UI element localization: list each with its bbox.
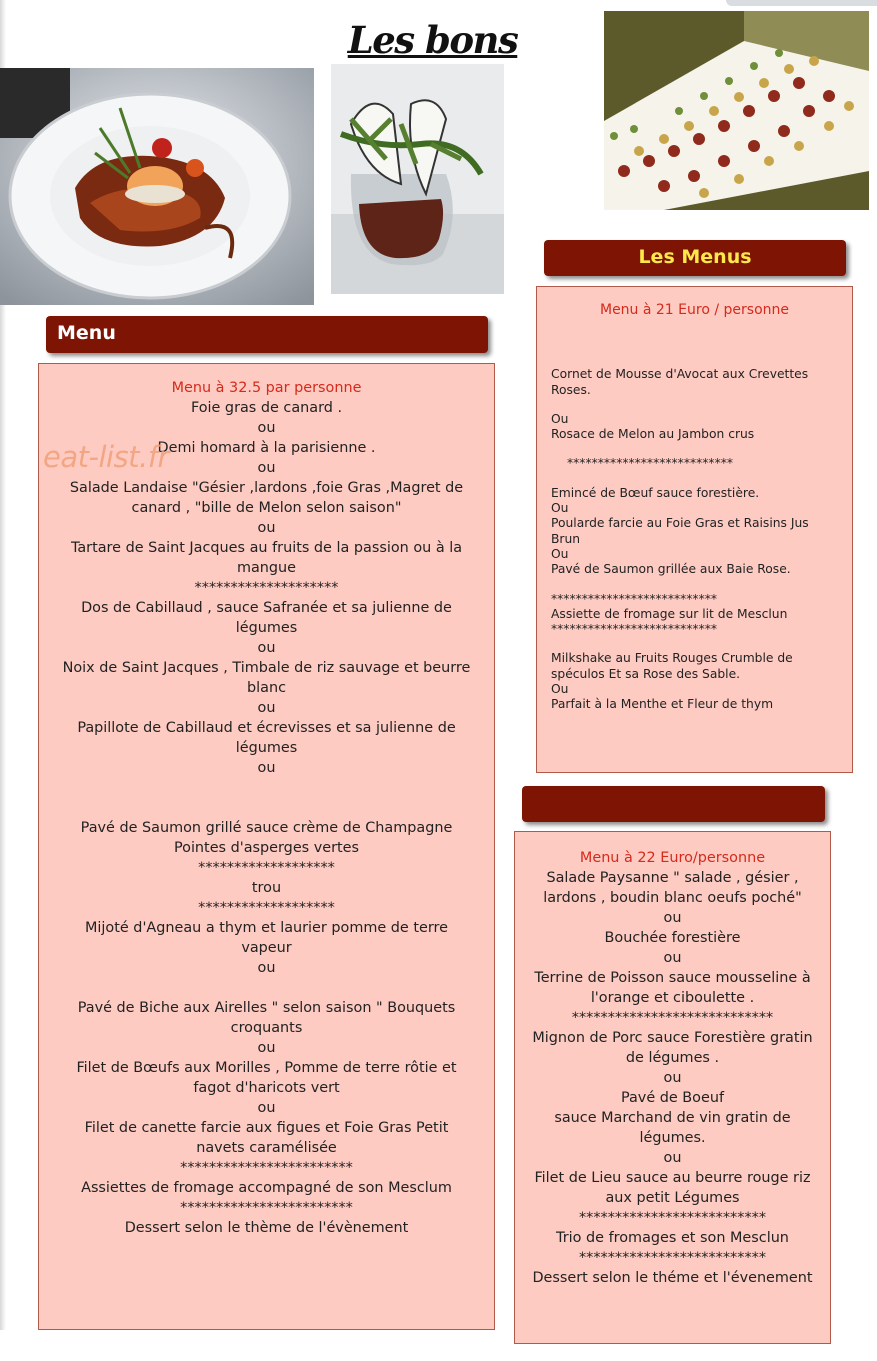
menu-line: Salade Paysanne " salade , gésier , lardons , boudin blanc oeufs poché" bbox=[543, 870, 802, 906]
menu-section-bar bbox=[46, 316, 488, 353]
menu-line: ou bbox=[663, 910, 682, 926]
menu-line: ou bbox=[663, 1070, 682, 1086]
menu-line: ou bbox=[663, 1150, 682, 1166]
menu-separator: ************************ bbox=[180, 1200, 353, 1216]
menu-line: sauce Marchand de vin gratin de légumes. bbox=[554, 1110, 791, 1146]
menu-32-5-box bbox=[38, 363, 495, 1330]
menu-line: Dessert selon le thème de l'évènement bbox=[124, 1220, 409, 1236]
menu-separator: *************************** bbox=[567, 456, 734, 471]
menu-22-box bbox=[514, 831, 831, 1344]
menu-line: Mijoté d'Agneau a thym et laurier pomme de terre vapeur bbox=[85, 920, 448, 956]
menu-line: Dos de Cabillaud , sauce Safranée et sa julienne de légumes bbox=[81, 600, 452, 636]
menu-separator: ******************* bbox=[198, 900, 335, 916]
menu-line: Ou bbox=[551, 501, 569, 516]
menu-line: Milkshake au Fruits Rouges Crumble de spéculos Et sa Rose des Sable. bbox=[551, 651, 793, 681]
menu-separator: *************************** bbox=[551, 591, 718, 606]
menu-line: Pavé de Biche aux Airelles " selon saison " Bouquets croquants bbox=[77, 1000, 456, 1036]
page-title: Les bons bbox=[347, 18, 518, 62]
menu-line: ou bbox=[257, 1040, 276, 1056]
menu-line: Assiette de fromage sur lit de Mesclun bbox=[551, 606, 788, 621]
menu-line: trou bbox=[251, 880, 282, 896]
menu-line: ou bbox=[257, 420, 276, 436]
menu-line: Salade Landaise "Gésier ,lardons ,foie Gras ,Magret de canard , "bille de Melon selon saison" bbox=[69, 480, 464, 516]
menu-line: Dessert selon le théme et l'évenement bbox=[532, 1270, 813, 1286]
menu-line: Filet de Bœufs aux Morilles , Pomme de terre rôtie et fagot d'haricots vert bbox=[76, 1060, 457, 1096]
menu-line: ou bbox=[257, 640, 276, 656]
menu-line: Bouchée forestière bbox=[604, 930, 741, 946]
menu-section-title: Menu bbox=[57, 322, 116, 344]
line-spacer bbox=[61, 798, 472, 818]
menu-separator: ************************** bbox=[578, 1210, 767, 1226]
menu-line: Noix de Saint Jacques , Timbale de riz sauvage et beurre blanc bbox=[62, 660, 471, 696]
menu-line: Filet de canette farcie aux figues et Foie Gras Petit navets caramélisée bbox=[84, 1120, 449, 1156]
menu-line: Pavé de Boeuf bbox=[620, 1090, 725, 1106]
menu-separator: *************************** bbox=[551, 622, 718, 637]
menu-21-box bbox=[536, 286, 853, 773]
line-spacer bbox=[551, 637, 838, 651]
menu-line: Foie gras de canard . bbox=[190, 400, 343, 416]
line-spacer bbox=[551, 398, 838, 412]
menu-line: Papillote de Cabillaud et écrevisses et sa julienne de légumes bbox=[77, 720, 456, 756]
menu-line: Pavé de Saumon grillée aux Baie Rose. bbox=[551, 562, 791, 577]
menu-line: Assiettes de fromage accompagné de son Mesclum bbox=[81, 1180, 452, 1196]
line-spacer bbox=[61, 978, 472, 998]
les-menus-title: Les Menus bbox=[638, 246, 752, 268]
line-spacer bbox=[551, 442, 838, 456]
menu-line: Cornet de Mousse d'Avocat aux Crevettes Roses. bbox=[551, 367, 809, 397]
menu-line: Filet de Lieu sauce au beurre rouge riz aux petit Légumes bbox=[534, 1170, 811, 1206]
menu-line: Terrine de Poisson sauce mousseline à l'orange et ciboulette . bbox=[534, 970, 811, 1006]
menu-32-5-heading: Menu à 32.5 par personne bbox=[171, 380, 362, 396]
menu-separator: ************************** bbox=[578, 1250, 767, 1266]
menu-line: Emincé de Bœuf sauce forestière. bbox=[551, 485, 760, 500]
menu-line: Demi homard à la parisienne . bbox=[157, 440, 376, 456]
line-spacer bbox=[61, 778, 472, 798]
menu-line: Pavé de Saumon grillé sauce crème de Champagne Pointes d'asperges vertes bbox=[80, 820, 453, 856]
menu-line: Trio de fromages et son Mesclun bbox=[556, 1230, 789, 1246]
line-spacer bbox=[551, 472, 838, 486]
watermark: eat-list.fr bbox=[43, 440, 169, 474]
menu-line: Tartare de Saint Jacques au fruits de la passion ou à la mangue bbox=[70, 540, 463, 576]
menu-line: Mignon de Porc sauce Forestière gratin de légumes . bbox=[532, 1030, 813, 1066]
menu-line: ou bbox=[257, 460, 276, 476]
menu-line: ou bbox=[257, 700, 276, 716]
menu-separator: ******************* bbox=[198, 860, 335, 876]
menu-line: ou bbox=[663, 950, 682, 966]
buffet-table-photo bbox=[604, 11, 869, 210]
top-toolbar-strip bbox=[726, 0, 877, 6]
menu-22-heading: Menu à 22 Euro/personne bbox=[579, 850, 766, 866]
verrine-photo bbox=[331, 64, 504, 294]
menu-line: Rosace de Melon au Jambon crus bbox=[551, 427, 755, 442]
menu-separator: ******************** bbox=[194, 580, 339, 596]
menu-line: ou bbox=[257, 520, 276, 536]
menu-line: Parfait à la Menthe et Fleur de thym bbox=[551, 697, 774, 712]
menu-separator: **************************** bbox=[571, 1010, 774, 1026]
menu-line: Ou bbox=[551, 411, 569, 426]
menu-line: Poularde farcie au Foie Gras et Raisins Jus Brun bbox=[551, 516, 809, 546]
menu-line: Ou bbox=[551, 682, 569, 697]
menu-line: Ou bbox=[551, 546, 569, 561]
menu-line: ou bbox=[257, 960, 276, 976]
line-spacer bbox=[551, 578, 838, 592]
menu-21-heading: Menu à 21 Euro / personne bbox=[599, 302, 789, 318]
plated-dish-photo bbox=[0, 68, 314, 305]
les-menus-bar bbox=[544, 240, 846, 276]
menu-line: ou bbox=[257, 760, 276, 776]
menu-line: ou bbox=[257, 1100, 276, 1116]
menu-separator: ************************ bbox=[180, 1160, 353, 1176]
menu-22-bar bbox=[522, 786, 825, 822]
